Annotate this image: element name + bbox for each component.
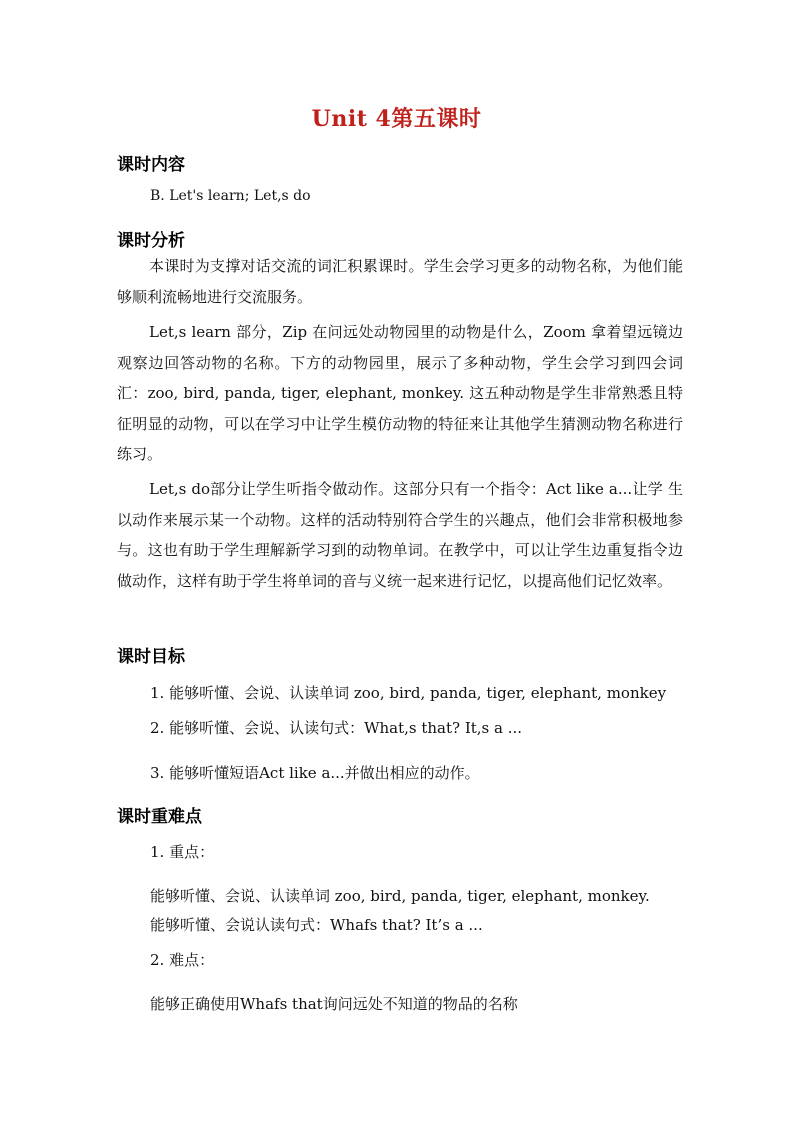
heading-goals: 课时目标 xyxy=(117,647,185,667)
analysis-paragraph-3: Let,s do部分让学生听指令做动作。这部分只有一个指令：Act like a...让学 生以动作来展示某一个动物。这样的活动特别符合学生的兴趣点，他们会非常积极地参与。这也有助于学生理解新学习到的动物单词。在教学中，可以让学生边重复指令边做动作，这样有助于学生将单词的音与义统一起来进行记忆，以提高他们记忆效率。 xyxy=(117,480,683,590)
goal-item-2: 2. 能够听懂、会说、认读句式：What,s that? It,s a ... xyxy=(150,719,523,737)
goal-item-1: 1. 能够听懂、会说、认读单词 zoo, bird, panda, tiger, elephant, monkey xyxy=(150,684,667,702)
difficulty-label: 2. 难点： xyxy=(150,951,215,969)
analysis-paragraph-1: 本课时为支撑对话交流的词汇积累课时。学生会学习更多的动物名称，为他们能够顺利流畅地进行交流服务。 xyxy=(117,257,683,306)
heading-analysis: 课时分析 xyxy=(117,231,185,251)
key-line-2: 能够听懂、会说认读句式：Whafs that? It’s a ... xyxy=(150,916,483,934)
document-title: Unit 4第五课时 xyxy=(311,106,482,132)
key-label: 1. 重点： xyxy=(150,843,215,861)
heading-keypoints: 课时重难点 xyxy=(117,807,202,827)
heading-content: 课时内容 xyxy=(117,155,185,175)
analysis-paragraph-2: Let,s learn 部分，Zip 在问远处动物园里的动物是什么，Zoom 拿着望远镜边观察边回答动物的名称。下方的动物园里，展示了多种动物，学生会学习到四会词汇：zoo, bird, panda, tiger, elephant, monkey. 这五种动物是学生非常熟悉且特征明显的动物，可以在学习中让学生模仿动物的特征来让其他学生猜测动物名称进行练习。 xyxy=(117,323,683,463)
key-line-1: 能够听懂、会说、认读单词 zoo, bird, panda, tiger, elephant, monkey. xyxy=(150,887,650,905)
content-line: B. Let's learn; Let,s do xyxy=(150,188,311,204)
goal-item-3: 3. 能够听懂短语Act like a...并做出相应的动作。 xyxy=(150,764,480,782)
difficulty-line: 能够正确使用Whafs that询问远处不知道的物品的名称 xyxy=(150,995,518,1013)
